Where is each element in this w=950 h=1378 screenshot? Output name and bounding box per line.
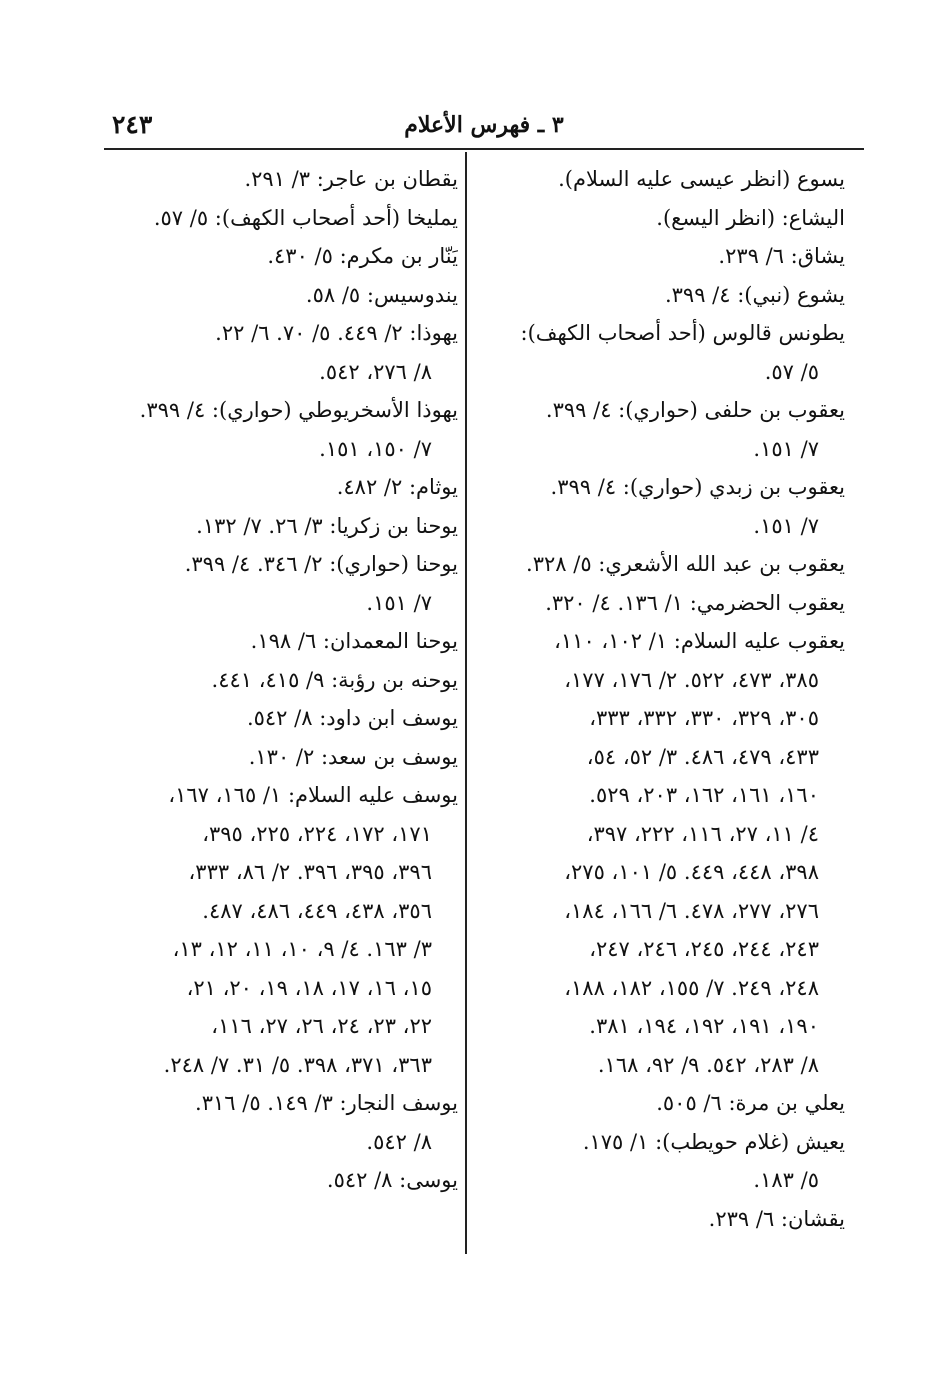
index-entry: يقشان: ٦/ ٢٣٩. bbox=[708, 1206, 845, 1231]
index-entry: يطونس قالوس (أحد أصحاب الكهف): bbox=[520, 321, 845, 345]
index-entry: يعقوب بن حلفى (حواري): ٤/ ٣٩٩. bbox=[545, 398, 845, 422]
index-entry-continuation: ٥/ ٥٧. bbox=[764, 359, 819, 384]
index-entry: يعقوب بن عبد الله الأشعري: ٥/ ٣٢٨. bbox=[526, 552, 845, 576]
index-entry-continuation: ٨/ ٢٧٦، ٥٤٢. bbox=[319, 359, 432, 384]
column-divider bbox=[465, 152, 467, 1254]
index-entry-continuation: ٧/ ١٥١. bbox=[366, 590, 432, 615]
index-entry: يوحنا المعمدان: ٦/ ١٩٨. bbox=[250, 629, 458, 653]
index-entry: يوسف بن سعد: ٢/ ١٣٠. bbox=[248, 744, 458, 769]
page-number: ٢٤٣ bbox=[112, 110, 153, 139]
index-entry-continuation: ٥/ ١٨٣. bbox=[753, 1168, 819, 1192]
index-entry: يهوذا الأسخريوطي (حواري): ٤/ ٣٩٩. bbox=[139, 398, 458, 422]
index-entry-continuation: ٣٩٦، ٣٩٥، ٣٩٦. ٢/ ٨٦، ٣٣٣، bbox=[188, 860, 432, 884]
index-entry-continuation: ٢٤٣، ٢٤٤، ٢٤٥، ٢٤٦، ٢٤٧، bbox=[589, 937, 819, 961]
index-entry: يندوسيس: ٥/ ٥٨. bbox=[305, 282, 458, 307]
index-entry: يوسى: ٨/ ٥٤٢. bbox=[326, 1168, 458, 1192]
index-entry-continuation: ١٧١، ١٧٢، ٢٢٤، ٢٢٥، ٣٩٥، bbox=[202, 821, 432, 846]
index-entry-continuation: ٧/ ١٥١. bbox=[753, 436, 819, 461]
index-entry-continuation: ٢٢، ٢٣، ٢٤، ٢٦، ٢٧، ١١٦، bbox=[211, 1014, 432, 1038]
index-entry: يوثام: ٢/ ٤٨٢. bbox=[336, 475, 458, 499]
index-entry-continuation: ٤/ ١١، ٢٧، ١١٦، ٢٢٢، ٣٩٧، bbox=[586, 821, 819, 846]
index-entry: يوحنه بن رؤبة: ٩/ ٤١٥، ٤٤١. bbox=[211, 667, 458, 692]
index-entry: اليشاع: (انظر اليسع). bbox=[656, 205, 845, 230]
index-entry: يقطان بن عاجر: ٣/ ٢٩١. bbox=[244, 167, 458, 191]
index-entry-continuation: ٣٥٦، ٤٣٨، ٤٤٩، ٤٨٦، ٤٨٧. bbox=[202, 898, 432, 923]
index-entry-continuation: ٣٩٨، ٤٤٨، ٤٤٩. ٥/ ١٠١، ٢٧٥، bbox=[564, 860, 819, 884]
header-rule bbox=[104, 148, 864, 150]
index-entry-continuation: ٨/ ٢٨٣، ٥٤٢. ٩/ ٩٢، ١٦٨. bbox=[597, 1052, 819, 1077]
index-entry-continuation: ٣٦٣، ٣٧١، ٣٩٨. ٥/ ٣١. ٧/ ٢٤٨. bbox=[163, 1052, 432, 1077]
index-entry: يوحنا بن زكريا: ٣/ ٢٦. ٧/ ١٣٢. bbox=[196, 513, 458, 538]
index-entry: يَنّار بن مكرم: ٥/ ٤٣٠. bbox=[267, 244, 458, 268]
index-entry-continuation: ٢٤٨، ٢٤٩. ٧/ ١٥٥، ١٨٢، ١٨٨، bbox=[564, 975, 819, 1000]
running-title: ٣ ـ فهرس الأعلام bbox=[404, 112, 564, 138]
index-entry: يعلي بن مرة: ٦/ ٥٠٥. bbox=[656, 1091, 845, 1115]
index-entry-continuation: ٣٨٥، ٤٧٣، ٥٢٢. ٢/ ١٧٦، ١٧٧، bbox=[564, 667, 819, 692]
index-column-right bbox=[485, 160, 845, 1238]
index-entry: يوسف ابن داود: ٨/ ٥٤٢. bbox=[246, 706, 458, 730]
index-entry: يسوع (انظر عيسى عليه السلام). bbox=[558, 167, 845, 191]
index-entry: يوسف النجار: ٣/ ١٤٩. ٥/ ٣١٦. bbox=[195, 1091, 458, 1115]
index-entry-continuation: ٨/ ٥٤٢. bbox=[366, 1129, 432, 1154]
index-entry: يمليخا (أحد أصحاب الكهف): ٥/ ٥٧. bbox=[153, 205, 458, 230]
index-entry: يهوذا: ٢/ ٤٤٩. ٥/ ٧٠. ٦/ ٢٢. bbox=[215, 321, 458, 345]
index-entry-continuation: ٣/ ١٦٣. ٤/ ٩، ١٠، ١١، ١٢، ١٣، bbox=[172, 937, 432, 961]
index-entry-continuation: ٣٠٥، ٣٢٩، ٣٣٠، ٣٣٢، ٣٣٣، bbox=[589, 706, 819, 730]
index-entry-continuation: ١٥، ١٦، ١٧، ١٨، ١٩، ٢٠، ٢١، bbox=[186, 975, 432, 1000]
index-entry: يعيش (غلام حويطب): ١/ ١٧٥. bbox=[582, 1129, 845, 1154]
index-entry-continuation: ٢٧٦، ٢٧٧، ٤٧٨. ٦/ ١٦٦، ١٨٤، bbox=[564, 898, 819, 923]
index-entry-continuation: ١٦٠، ١٦١، ١٦٢، ٢٠٣، ٥٢٩. bbox=[589, 783, 819, 807]
index-entry: يعقوب عليه السلام: ١/ ١٠٢، ١١٠، bbox=[554, 629, 845, 653]
index-entry: يشوع (نبي): ٤/ ٣٩٩. bbox=[664, 282, 845, 307]
index-entry-continuation: ٧/ ١٥٠، ١٥١. bbox=[319, 436, 432, 461]
index-entry: يعقوب بن زبدي (حواري): ٤/ ٣٩٩. bbox=[550, 475, 845, 499]
index-entry: يشاق: ٦/ ٢٣٩. bbox=[718, 244, 845, 268]
index-entry: يعقوب الحضرمي: ١/ ١٣٦. ٤/ ٣٢٠. bbox=[545, 590, 845, 615]
index-column-left bbox=[104, 160, 458, 1200]
index-entry: يوحنا (حواري): ٢/ ٣٤٦. ٤/ ٣٩٩. bbox=[184, 552, 458, 576]
index-entry-continuation: ١٩٠، ١٩١، ١٩٢، ١٩٤، ٣٨١. bbox=[589, 1014, 819, 1038]
index-entry: يوسف عليه السلام: ١/ ١٦٥، ١٦٧، bbox=[168, 783, 458, 807]
index-entry-continuation: ٤٣٣، ٤٧٩، ٤٨٦. ٣/ ٥٢، ٥٤، bbox=[586, 744, 819, 769]
index-entry-continuation: ٧/ ١٥١. bbox=[753, 513, 819, 538]
page-header bbox=[104, 108, 864, 148]
